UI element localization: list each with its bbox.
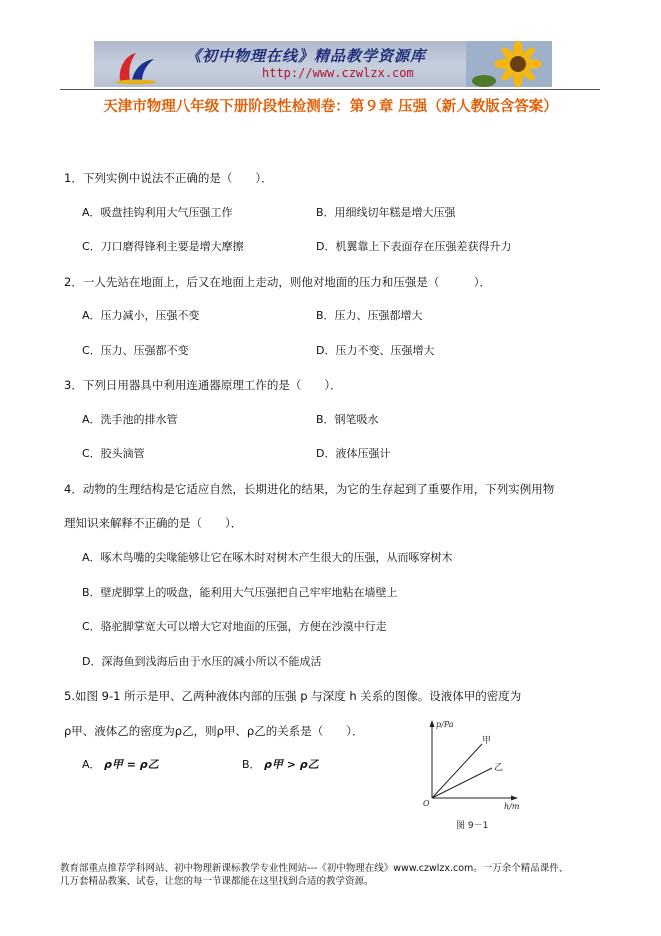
banner-title: 《初中物理在线》精品教学资源库 [186,47,427,65]
banner-url: http://www.czwlzx.com [262,66,414,80]
question-5-option-b [242,758,319,772]
question-5-stem-line-1: 5.如图 9-1 所示是甲、乙两种液体内部的压强 p 与深度 h 关系的图像。设液体甲的密度为 [64,689,522,703]
line-yi-label: 乙 [494,763,504,773]
question-5-option-b-formula: ρ甲 > ρ乙 [264,758,319,771]
question-2-option-a: A．压力减小，压强不变 [82,309,200,322]
question-3-option-c: C．胶头滴管 [82,447,145,460]
x-axis-label: h/m [504,802,520,811]
question-5-stem-line-2: ρ甲、液体乙的密度为ρ乙，则ρ甲、ρ乙的关系是（ ）． [64,724,364,738]
document-title: 天津市物理八年级下册阶段性检测卷：第９章 压强（新人教版含答案） [103,99,558,115]
czwlzx-logo-icon [112,47,160,85]
question-3-option-b: B．钢笔吸水 [316,413,379,426]
question-1-option-b: B．用细线切年糕是增大压强 [316,206,456,219]
question-2-option-d: D．压力不变、压强增大 [316,344,435,357]
footer-line-1: 教育部重点推荐学科网站、初中物理新课标教学专业性网站---《初中物理在线》www.czwlzx.com。一万余个精品课件、 [60,863,569,874]
question-3-stem: 3．下列日用器具中利用连通器原理工作的是（ ）． [64,378,342,392]
page-footer [60,862,568,888]
question-4-stem-line-1: 4．动物的生理结构是它适应自然，长期进化的结果，为它的生存起到了重要作用，下列实例用物 [64,482,555,496]
sunflower-icon [466,41,552,87]
question-4-option-a: A．啄木鸟嘴的尖喙能够让它在啄木时对树木产生很大的压强，从而啄穿树木 [82,551,453,564]
footer-line-2: 几万套精品教案、试卷，让您的每一节课都能在这里找到合适的教学资源。 [60,876,374,887]
question-5-option-b-label: B． [242,758,261,771]
header-divider [60,89,600,90]
question-1-option-a: A．吸盘挂钩利用大气压强工作 [82,206,233,219]
line-yi [432,768,492,798]
question-4-option-c: C．骆驼脚掌宽大可以增大它对地面的压强，方便在沙漠中行走 [82,620,387,633]
x-axis-arrow-icon [511,796,518,801]
question-5-option-a [82,758,159,772]
y-axis-label: p/Pa [436,720,454,729]
line-jia [432,744,482,798]
figure-pressure-depth-graph [418,718,528,836]
question-1-option-c: C．刀口磨得锋利主要是增大摩擦 [82,240,244,253]
question-4-option-d: D．深海鱼到浅海后由于水压的减小所以不能成活 [82,655,322,668]
question-2-stem: 2．一人先站在地面上，后又在地面上走动，则他对地面的压力和压强是（ ）． [64,275,492,289]
question-5-option-a-formula: ρ甲 = ρ乙 [104,758,159,771]
origin-label: O [423,799,430,808]
y-axis-arrow-icon [430,720,435,727]
question-3-option-a: A．洗手池的排水管 [82,413,178,426]
question-1-stem: 1．下列实例中说法不正确的是（ ）． [64,171,273,185]
question-3-option-d: D．液体压强计 [316,447,391,460]
figure-caption: 图 9－1 [456,821,489,831]
question-4-stem-line-2: 理知识来解释不正确的是（ ）． [64,516,243,530]
question-1-option-d: D．机翼靠上下表面存在压强差获得升力 [316,240,512,253]
question-2-option-b: B．压力、压强都增大 [316,309,423,322]
line-jia-label: 甲 [482,736,492,746]
question-2-option-c: C．压力、压强都不变 [82,344,189,357]
header-banner [94,41,552,87]
question-4-option-b: B．壁虎脚掌上的吸盘，能利用大气压强把自己牢牢地粘在墙壁上 [82,586,398,599]
question-5-option-a-label: A． [82,758,101,771]
